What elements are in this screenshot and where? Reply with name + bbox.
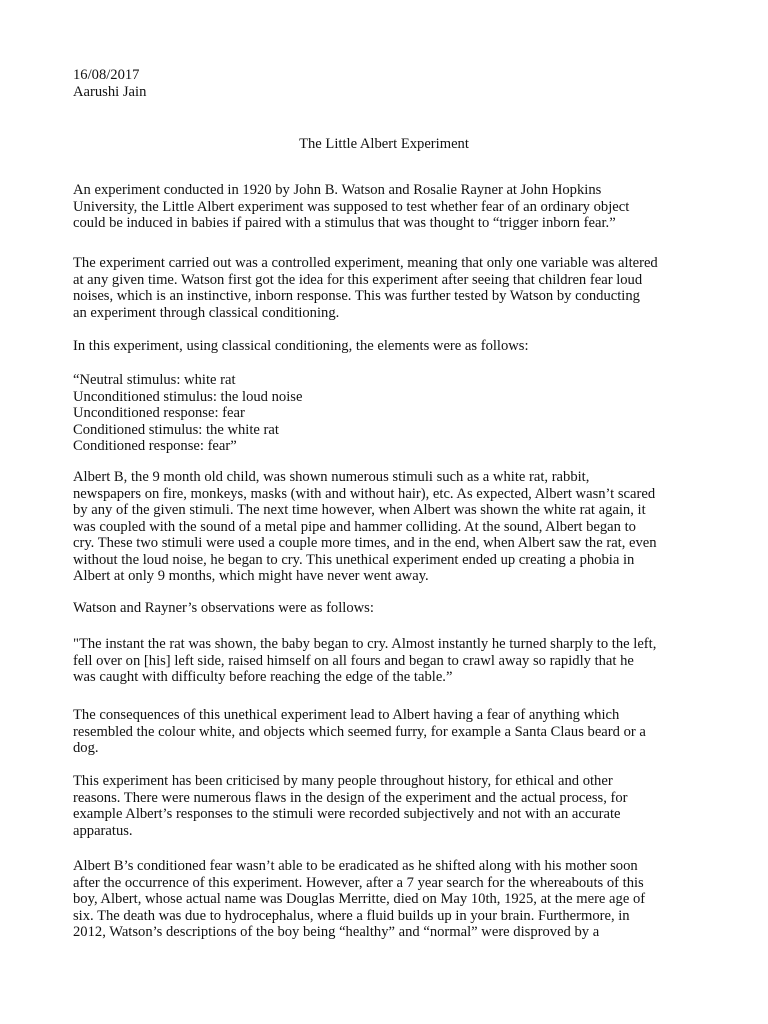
text-line: noises, which is an instinctive, inborn response. This was further tested by Watson by conducting bbox=[73, 288, 640, 304]
paragraph-albert-stimuli bbox=[73, 469, 733, 585]
document-title: The Little Albert Experiment bbox=[299, 136, 469, 152]
list-item: Conditioned response: fear” bbox=[73, 438, 237, 454]
text-line: "The instant the rat was shown, the baby began to cry. Almost instantly he turned sharply to the left, bbox=[73, 636, 657, 652]
text-line: This experiment has been criticised by many people throughout history, for ethical and other bbox=[73, 773, 613, 789]
list-item: Conditioned stimulus: the white rat bbox=[73, 421, 279, 438]
text-line: reasons. There were numerous flaws in the design of the experiment and the actual process, for bbox=[73, 789, 628, 806]
text-line: by any of the given stimuli. The next time however, when Albert was shown the white rat again, it bbox=[73, 502, 646, 518]
text-line: The consequences of this unethical experiment lead to Albert having a fear of anything which bbox=[73, 707, 620, 723]
text-line: was caught with difficulty before reaching the edge of the table.” bbox=[73, 669, 453, 685]
paragraph-observations-intro bbox=[73, 600, 733, 617]
paragraph-criticism bbox=[73, 773, 733, 839]
text-line: at any given time. Watson first got the idea for this experiment after seeing that children fear loud bbox=[73, 271, 643, 288]
text-line: Watson and Rayner’s observations were as follows: bbox=[73, 600, 374, 616]
text-line: dog. bbox=[73, 740, 99, 756]
text-line: after the occurrence of this experiment. However, after a 7 year search for the whereabouts of this bbox=[73, 874, 644, 891]
text-line: without the loud noise, he began to cry. This unethical experiment ended up creating a phobia in bbox=[73, 551, 635, 568]
paragraph-aftermath bbox=[73, 858, 733, 941]
text-line: An experiment conducted in 1920 by John B. Watson and Rosalie Rayner at John Hopkins bbox=[73, 182, 602, 198]
text-line: was coupled with the sound of a metal pipe and hammer colliding. At the sound, Albert began to bbox=[73, 518, 636, 535]
list-item: Unconditioned stimulus: the loud noise bbox=[73, 388, 303, 405]
text-line: cry. These two stimuli were used a couple more times, and in the end, when Albert saw the rat, even bbox=[73, 535, 657, 551]
list-item: “Neutral stimulus: white rat bbox=[73, 372, 236, 388]
document-date: 16/08/2017 bbox=[73, 67, 140, 83]
observation-quote bbox=[73, 636, 733, 686]
conditioning-elements-list bbox=[73, 372, 733, 455]
text-line: an experiment through classical conditioning. bbox=[73, 304, 340, 321]
text-line: Albert B’s conditioned fear wasn’t able to be eradicated as he shifted along with his mother soon bbox=[73, 858, 638, 874]
text-line: newspapers on fire, monkeys, masks (with and without hair), etc. As expected, Albert wasn’t scared bbox=[73, 485, 656, 502]
paragraph-elements-intro bbox=[73, 338, 733, 355]
list-item: Unconditioned response: fear bbox=[73, 405, 245, 421]
header-block bbox=[73, 67, 733, 100]
text-line: could be induced in babies if paired with a stimulus that was thought to “trigger inborn fear.” bbox=[73, 215, 616, 231]
text-line: six. The death was due to hydrocephalus, where a fluid builds up in your brain. Furthermore, in bbox=[73, 907, 630, 924]
text-line: Albert at only 9 months, which might have never went away. bbox=[73, 568, 429, 584]
text-line: Albert B, the 9 month old child, was shown numerous stimuli such as a white rat, rabbit, bbox=[73, 469, 590, 485]
paragraph-introduction bbox=[73, 182, 733, 232]
text-line: The experiment carried out was a controlled experiment, meaning that only one variable was altered bbox=[73, 255, 658, 271]
paragraph-consequences bbox=[73, 707, 733, 757]
text-line: In this experiment, using classical conditioning, the elements were as follows: bbox=[73, 338, 529, 354]
text-line: apparatus. bbox=[73, 822, 133, 839]
text-line: resembled the colour white, and objects which seemed furry, for example a Santa Claus beard or a bbox=[73, 723, 646, 740]
text-line: example Albert’s responses to the stimuli were recorded subjectively and not with an accurate bbox=[73, 806, 621, 822]
text-line: fell over on [his] left side, raised himself on all fours and began to crawl away so rapidly that he bbox=[73, 652, 634, 669]
text-line: 2012, Watson’s descriptions of the boy being “healthy” and “normal” were disproved by a bbox=[73, 924, 600, 940]
text-line: University, the Little Albert experiment was supposed to test whether fear of an ordinary object bbox=[73, 198, 630, 215]
author-name: Aarushi Jain bbox=[73, 83, 147, 100]
paragraph-controlled-experiment bbox=[73, 255, 733, 321]
text-line: boy, Albert, whose actual name was Douglas Merritte, died on May 10th, 1925, at the mere age of bbox=[73, 891, 646, 907]
